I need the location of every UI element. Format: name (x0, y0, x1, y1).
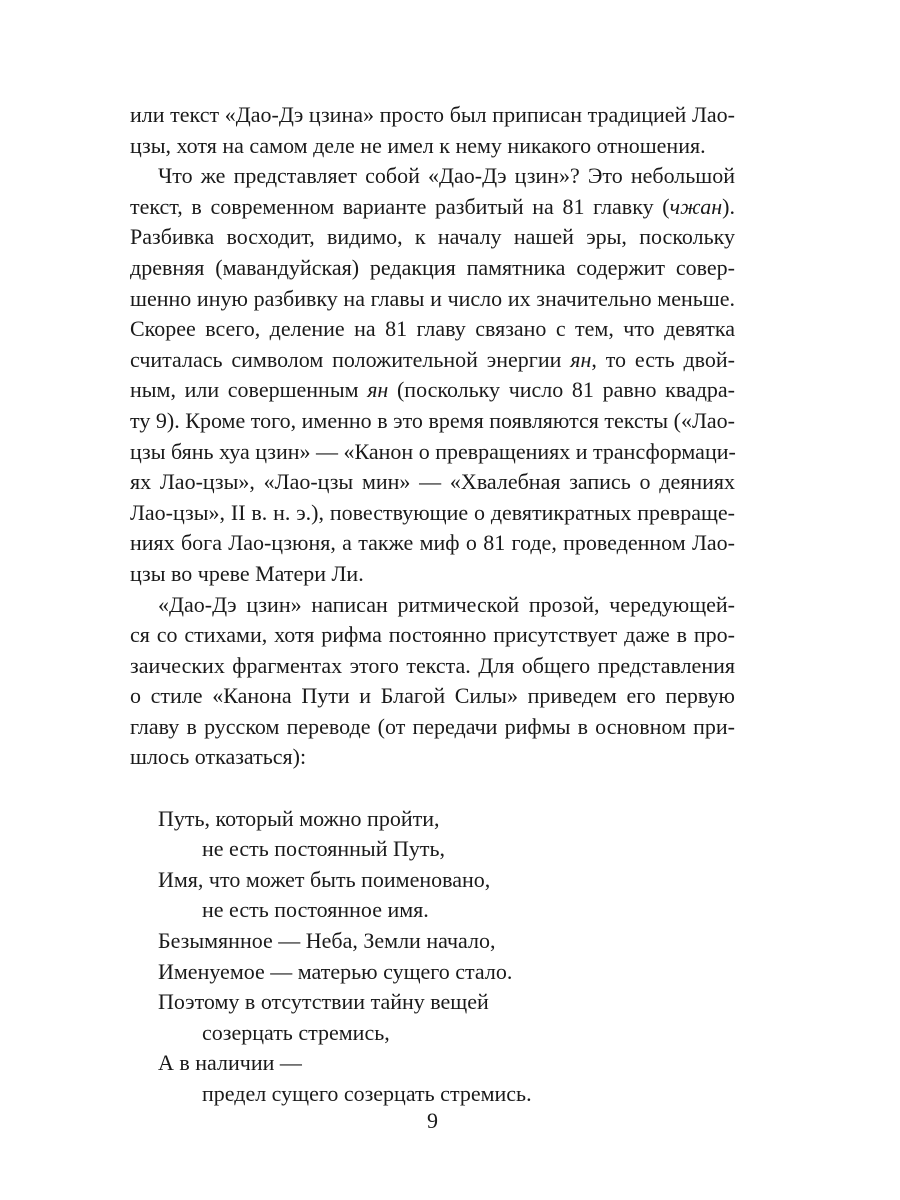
paragraph-3 (130, 590, 735, 774)
paragraph-2 (130, 161, 735, 589)
verse-line: Имя, что может быть поименовано, (158, 866, 491, 892)
blank-line (130, 773, 735, 804)
verse-line: не есть постоянное имя. (202, 897, 429, 923)
verse-line: Путь, который можно пройти, (158, 805, 440, 831)
text-line: ту 9). Кроме того, именно в это время появляются тексты («Лао- (130, 407, 735, 433)
verse-line: Поэтому в отсутствии тайну вещей (158, 989, 489, 1015)
text-line: считалась символом положительной энергии ян, то есть двой- (130, 346, 735, 372)
verse-line: Именуемое — матерью сущего стало. (158, 958, 513, 984)
verse-block (130, 804, 735, 1110)
text-line: «Дао-Дэ цзин» написан ритмической прозой, чередующей- (158, 591, 735, 617)
verse-line: Безымянное — Неба, Земли начало, (158, 928, 496, 954)
text-line: Что же представляет собой «Дао-Дэ цзин»? Это небольшой (158, 163, 735, 189)
italic-term: ян (570, 346, 592, 372)
text-line: шлось отказаться): (130, 744, 307, 770)
verse-line: предел сущего созерцать стремись. (202, 1081, 532, 1106)
text-line: ях Лао-цзы», «Лао-цзы мин» — «Хвалебная запись о деяниях (130, 469, 735, 495)
text-line: заических фрагментах этого текста. Для общего представления (130, 652, 735, 678)
text-line: текст, в современном варианте разбитый на 81 главку (чжан). (130, 193, 735, 219)
italic-term: ян (367, 377, 389, 403)
italic-term: чжан (669, 193, 723, 219)
text-line: цзы бянь хуа цзин» — «Канон о превращениях и трансформаци- (130, 438, 736, 464)
text-line: ниях бога Лао-цзюня, а также миф о 81 годе, проведенном Лао- (130, 530, 735, 556)
page-body (130, 100, 735, 1110)
text-line: цзы во чреве Матери Ли. (130, 560, 364, 586)
text-line: Разбивка восходит, видимо, к началу нашей эры, поскольку (130, 224, 735, 250)
text-line: древняя (мавандуйская) редакция памятника содержит совер- (130, 254, 735, 280)
verse-line: А в наличии — (158, 1050, 302, 1076)
verse-line: созерцать стремись, (202, 1019, 390, 1045)
verse-line: не есть постоянный Путь, (202, 836, 446, 862)
text-line: ным, или совершенным ян (поскольку число 81 равно квадра- (130, 377, 735, 403)
text-line: главу в русском переводе (от передачи рифмы в основном при- (130, 713, 735, 739)
text-line: Лао-цзы», II в. н. э.), повествующие о девятикратных превраще- (130, 499, 735, 525)
paragraph-1 (130, 100, 735, 161)
text-line: или текст «Дао-Дэ цзина» просто был приписан традицией Лао- (130, 102, 735, 127)
text-line: цзы, хотя на самом деле не имел к нему никакого отношения. (130, 132, 706, 158)
text-line: шенно иную разбивку на главы и число их значительно меньше. (130, 285, 735, 311)
text-line: о стиле «Канона Пути и Благой Силы» приведем его первую (130, 683, 735, 709)
text-line: Скорее всего, деление на 81 главу связано с тем, что девятка (130, 316, 735, 342)
text-line: ся со стихами, хотя рифма постоянно присутствует даже в про- (130, 622, 735, 648)
page-number: 9 (427, 1108, 438, 1133)
